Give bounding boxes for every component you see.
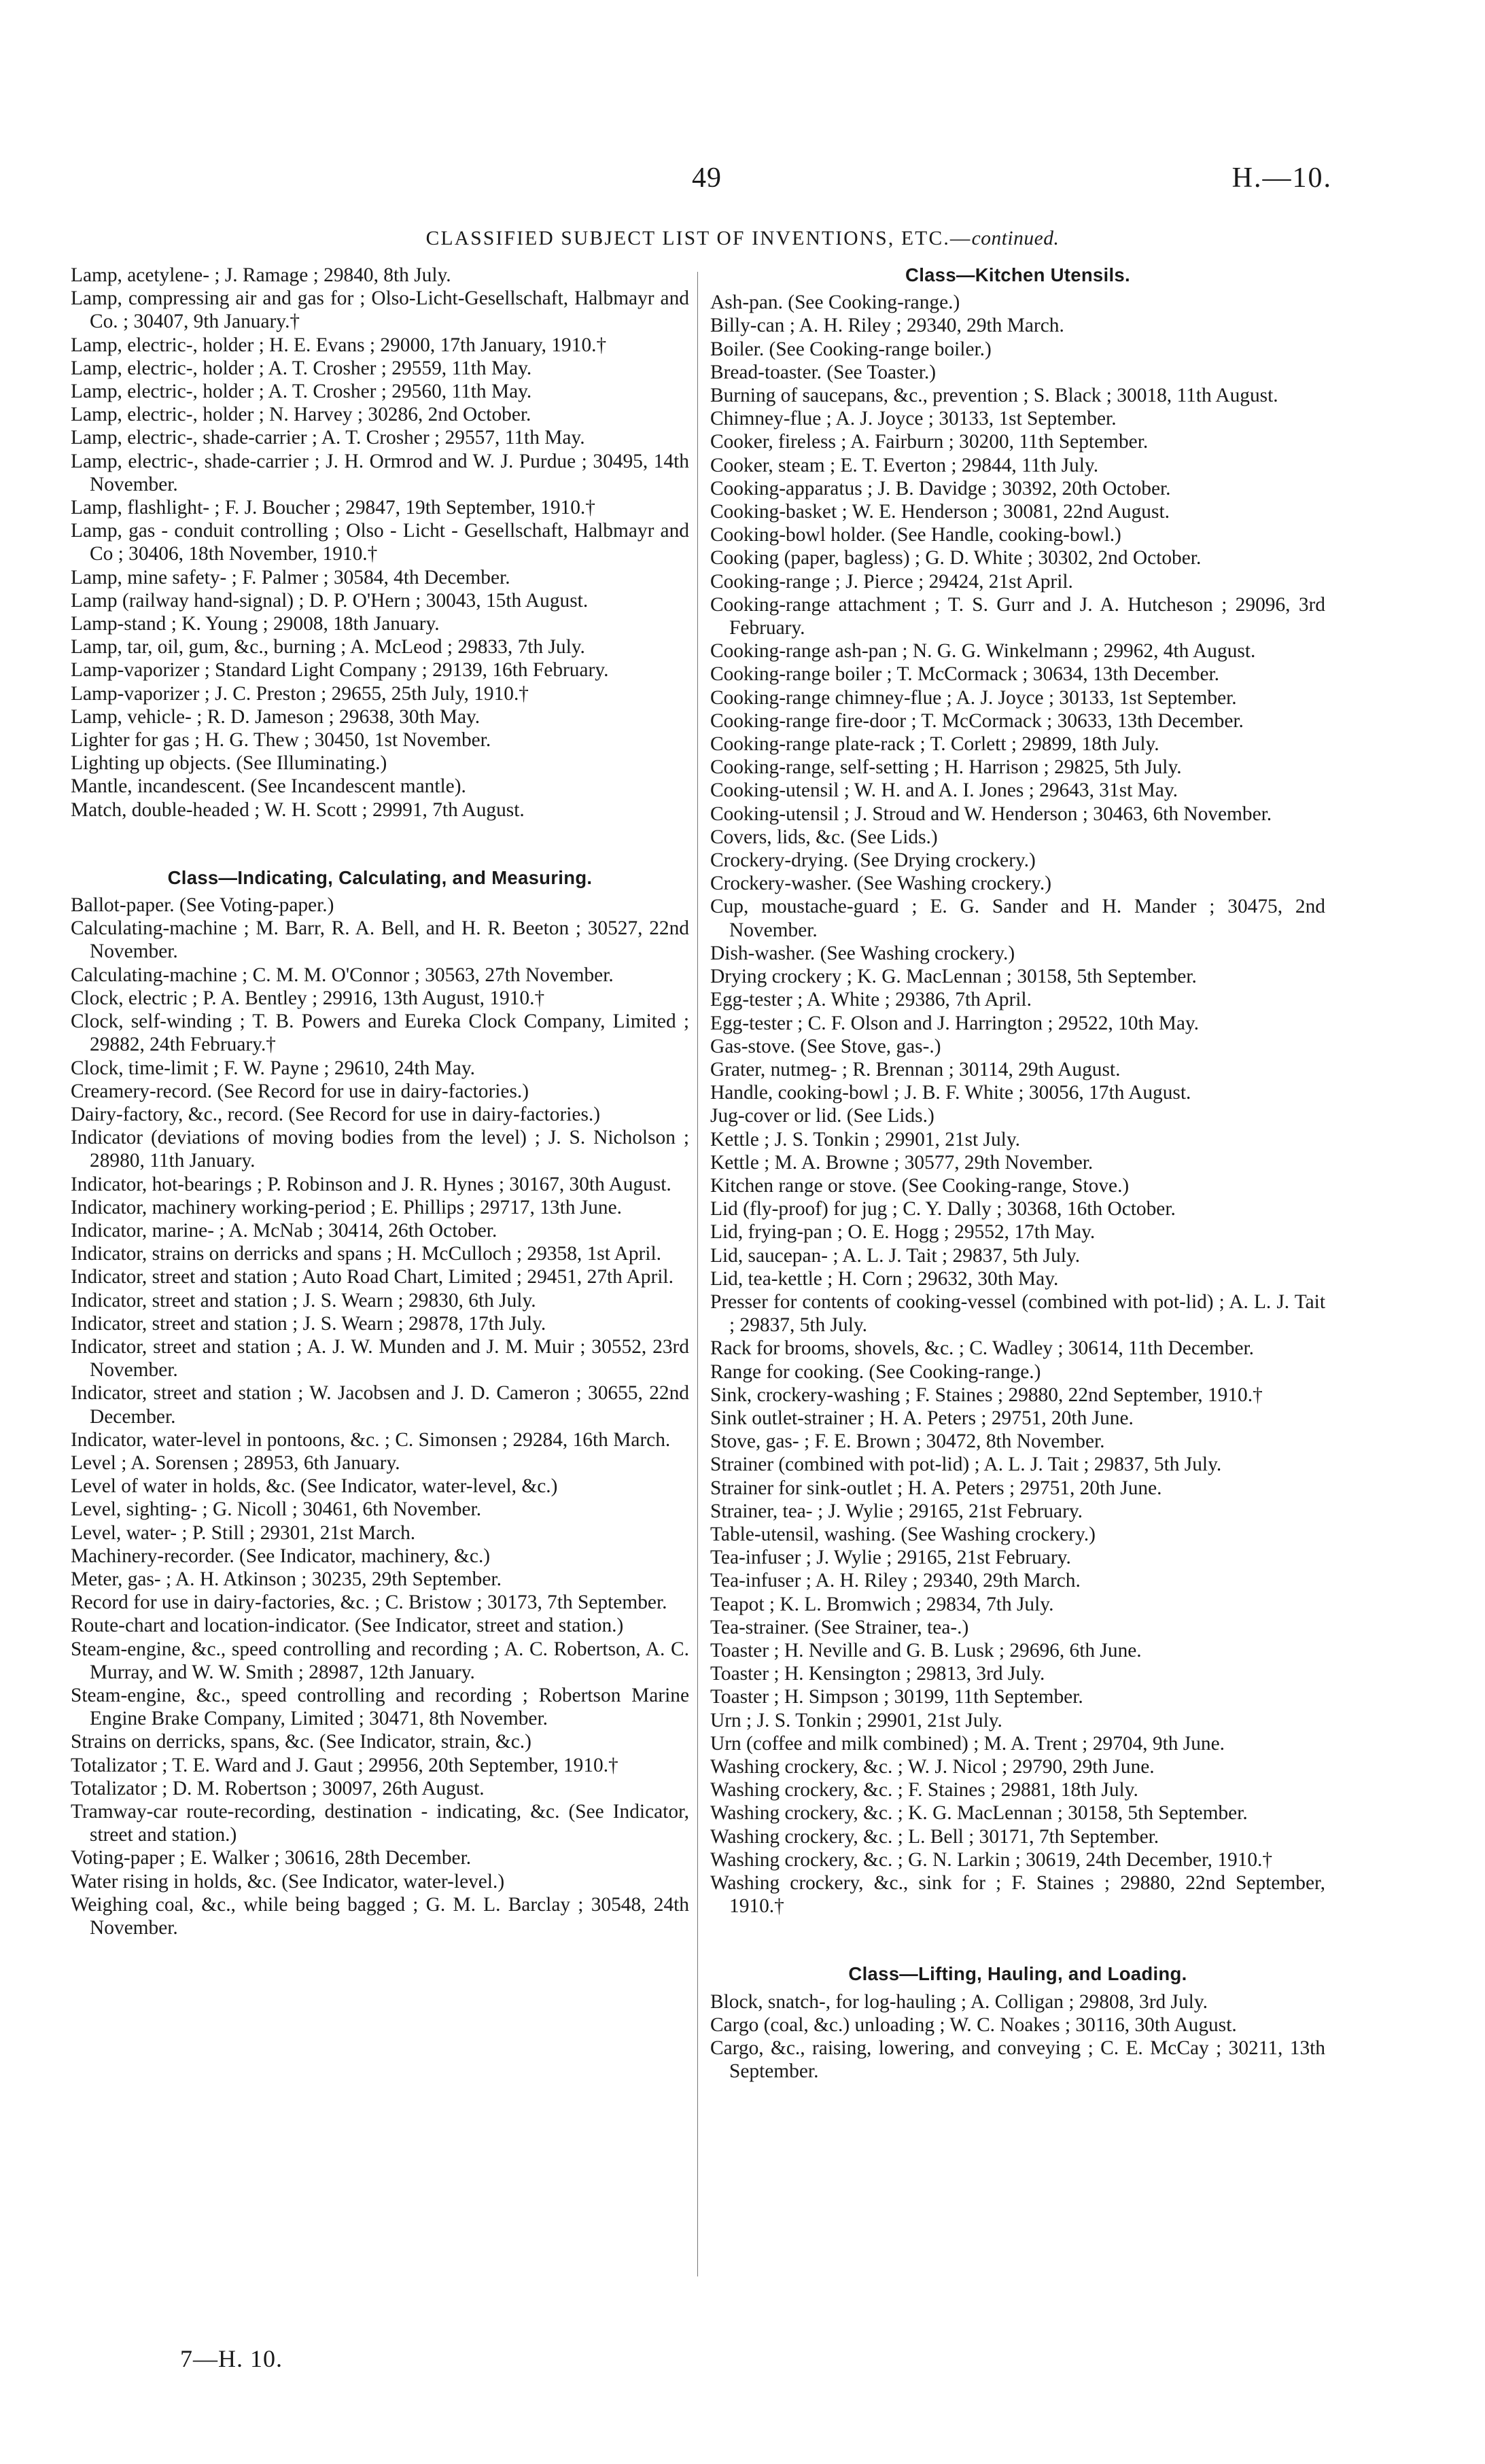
- section-heading-lifting: Class—Lifting, Hauling, and Loading.: [848, 1963, 1187, 1985]
- index-entry: Cup, moustache-guard ; E. G. Sander and H. Mander ; 30475, 2nd November.: [710, 896, 1325, 941]
- index-entry: Tramway-car route-recording, destination - indicating, &c. (See Indicator, street and station.): [71, 1801, 689, 1846]
- index-entry: Cooking-range ash-pan ; N. G. G. Winkelmann ; 29962, 4th August.: [710, 640, 1256, 663]
- index-entry: Clock, time-limit ; F. W. Payne ; 29610, 24th May.: [71, 1057, 475, 1079]
- index-entry: Cooking-basket ; W. E. Henderson ; 30081, 22nd August.: [710, 501, 1170, 523]
- index-entry: Lamp, electric-, holder ; N. Harvey ; 30286, 2nd October.: [71, 404, 531, 426]
- index-entry: Washing crockery, &c. ; G. N. Larkin ; 30619, 24th December, 1910.†: [710, 1848, 1273, 1871]
- index-entry: Lighter for gas ; H. G. Thew ; 30450, 1st November.: [71, 729, 491, 752]
- index-entry: Grater, nutmeg- ; R. Brennan ; 30114, 29th August.: [710, 1058, 1121, 1080]
- index-entry: Washing crockery, &c. ; F. Staines ; 29881, 18th July.: [710, 1779, 1138, 1801]
- index-entry: Ballot-paper. (See Voting-paper.): [71, 894, 334, 917]
- indicating-entry-list: [71, 894, 689, 1939]
- index-entry: Lamp, electric-, shade-carrier ; J. H. Ormrod and W. J. Purdue ; 30495, 14th November.: [71, 450, 689, 495]
- index-entry: Kettle ; M. A. Browne ; 30577, 29th November.: [710, 1151, 1094, 1174]
- index-entry: Presser for contents of cooking-vessel (combined with pot-lid) ; A. L. J. Tait ; 29837, 5th July.: [710, 1290, 1325, 1337]
- index-entry: Lighting up objects. (See Illuminating.): [71, 752, 387, 775]
- paper-reference: H.—10.: [1231, 162, 1332, 194]
- index-entry: Cooking-range fire-door ; T. McCormack ; 30633, 13th December.: [710, 709, 1244, 732]
- index-entry: Level ; A. Sorensen ; 28953, 6th January.: [71, 1451, 400, 1474]
- index-entry: Record for use in dairy-factories, &c. ; C. Bristow ; 30173, 7th September.: [71, 1591, 667, 1614]
- index-entry: Lamp, compressing air and gas for ; Olso-Licht-Gesellschaft, Halbmayr and Co. ; 30407, 9th January.†: [71, 287, 689, 333]
- section-heading-kitchen: Class—Kitchen Utensils.: [905, 264, 1130, 285]
- index-entry: Ash-pan. (See Cooking-range.): [710, 292, 960, 314]
- index-entry: Urn (coffee and milk combined) ; M. A. Trent ; 29704, 9th June.: [710, 1732, 1225, 1755]
- index-entry: Washing crockery, &c. ; L. Bell ; 30171, 7th September.: [710, 1825, 1159, 1848]
- running-title-text: CLASSIFIED SUBJECT LIST OF INVENTIONS, ETC.—: [425, 228, 972, 249]
- kitchen-entry-list: [710, 291, 1325, 1918]
- index-entry: Strainer (combined with pot-lid) ; A. L. J. Tait ; 29837, 5th July.: [710, 1454, 1222, 1476]
- index-entry: Egg-tester ; C. F. Olson and J. Harrington ; 29522, 10th May.: [710, 1012, 1200, 1034]
- index-entry: Dish-washer. (See Washing crockery.): [710, 942, 1015, 964]
- index-entry: Toaster ; H. Neville and G. B. Lusk ; 29696, 6th June.: [710, 1639, 1142, 1661]
- index-entry: Kettle ; J. S. Tonkin ; 29901, 21st July.: [710, 1128, 1020, 1150]
- index-entry: Toaster ; H. Simpson ; 30199, 11th September.: [710, 1686, 1083, 1708]
- index-entry: Tea-strainer. (See Strainer, tea-.): [710, 1616, 969, 1638]
- index-entry: Lamp, mine safety- ; F. Palmer ; 30584, 4th December.: [71, 566, 510, 588]
- index-entry: Voting-paper ; E. Walker ; 30616, 28th December.: [71, 1847, 472, 1869]
- right-column: [710, 264, 1325, 2083]
- index-entry: Cooking-range ; J. Pierce ; 29424, 21st April.: [710, 570, 1073, 593]
- index-entry: Jug-cover or lid. (See Lids.): [710, 1105, 934, 1127]
- index-entry: Sink, crockery-washing ; F. Staines ; 29880, 22nd September, 1910.†: [710, 1384, 1263, 1406]
- index-entry: Range for cooking. (See Cooking-range.): [710, 1360, 1041, 1383]
- index-entry: Indicator, hot-bearings ; P. Robinson and J. R. Hynes ; 30167, 30th August.: [71, 1173, 671, 1195]
- index-entry: Cooking-range boiler ; T. McCormack ; 30634, 13th December.: [710, 663, 1220, 686]
- index-entry: Cooking-utensil ; W. H. and A. I. Jones ; 29643, 31st May.: [710, 779, 1178, 802]
- index-entry: Cooker, fireless ; A. Fairburn ; 30200, 11th September.: [710, 431, 1149, 453]
- index-entry: Lamp, acetylene- ; J. Ramage ; 29840, 8th July.: [71, 264, 451, 286]
- index-entry: Egg-tester ; A. White ; 29386, 7th April.: [710, 989, 1032, 1011]
- index-entry: Lamp, electric-, holder ; H. E. Evans ; 29000, 17th January, 1910.†: [71, 334, 607, 356]
- index-entry: Steam-engine, &c., speed controlling and recording ; A. C. Robertson, A. C. Murray, and W. W. Smith ; 28987, 12th January.: [71, 1638, 689, 1683]
- index-entry: Tea-infuser ; J. Wylie ; 29165, 21st February.: [710, 1547, 1071, 1569]
- index-entry: Cargo, &c., raising, lowering, and conveying ; C. E. McCay ; 30211, 13th September.: [710, 2037, 1325, 2083]
- index-entry: Kitchen range or stove. (See Cooking-range, Stove.): [710, 1174, 1130, 1197]
- lamp-entry-list: [71, 264, 689, 822]
- index-entry: Lid (fly-proof) for jug ; C. Y. Dally ; 30368, 16th October.: [710, 1198, 1176, 1220]
- index-entry: Strainer, tea- ; J. Wylie ; 29165, 21st February.: [710, 1500, 1083, 1522]
- index-entry: Level of water in holds, &c. (See Indicator, water-level, &c.): [71, 1475, 558, 1498]
- index-entry: Washing crockery, &c. ; K. G. MacLennan ; 30158, 5th September.: [710, 1802, 1248, 1825]
- index-entry: Cooking-range chimney-flue ; A. J. Joyce ; 30133, 1st September.: [710, 686, 1237, 709]
- index-entry: Lid, frying-pan ; O. E. Hogg ; 29552, 17th May.: [710, 1221, 1096, 1244]
- index-entry: Lamp-stand ; K. Young ; 29008, 18th January.: [71, 613, 440, 635]
- index-entry: Indicator, street and station ; W. Jacobsen and J. D. Cameron ; 30655, 22nd December.: [71, 1382, 689, 1428]
- index-entry: Strains on derricks, spans, &c. (See Indicator, strain, &c.): [71, 1731, 531, 1753]
- index-entry: Toaster ; H. Kensington ; 29813, 3rd July.: [710, 1663, 1045, 1685]
- column-divider: [697, 272, 698, 2276]
- index-entry: Rack for brooms, shovels, &c. ; C. Wadley ; 30614, 11th December.: [710, 1337, 1255, 1360]
- index-entry: Lid, saucepan- ; A. L. J. Tait ; 29837, 5th July.: [710, 1244, 1081, 1267]
- lifting-entry-list: [710, 1990, 1325, 2083]
- index-entry: Teapot ; K. L. Bromwich ; 29834, 7th July.: [710, 1593, 1054, 1615]
- index-entry: Washing crockery, &c. ; W. J. Nicol ; 29790, 29th June.: [710, 1756, 1155, 1778]
- index-entry: Burning of saucepans, &c., prevention ; S. Black ; 30018, 11th August.: [710, 385, 1278, 407]
- index-entry: Cooking (paper, bagless) ; G. D. White ; 30302, 2nd October.: [710, 547, 1202, 569]
- index-entry: Steam-engine, &c., speed controlling and recording ; Robertson Marine Engine Brake Company, Limited ; 30471, 8th November.: [71, 1684, 689, 1730]
- index-entry: Lid, tea-kettle ; H. Corn ; 29632, 30th May.: [710, 1267, 1059, 1290]
- index-entry: Crockery-washer. (See Washing crockery.): [710, 873, 1051, 895]
- index-entry: Clock, electric ; P. A. Bentley ; 29916, 13th August, 1910.†: [71, 987, 545, 1009]
- running-title-suffix: continued.: [971, 228, 1060, 249]
- index-entry: Lamp, vehicle- ; R. D. Jameson ; 29638, 30th May.: [71, 705, 481, 728]
- index-entry: Cargo (coal, &c.) unloading ; W. C. Noakes ; 30116, 30th August.: [710, 2013, 1237, 2036]
- index-entry: Lamp (railway hand-signal) ; D. P. O'Hern ; 30043, 15th August.: [71, 589, 589, 612]
- index-entry: Cooking-apparatus ; J. B. Davidge ; 30392, 20th October.: [710, 477, 1171, 499]
- index-entry: Lamp, gas - conduit controlling ; Olso - Licht - Gesellschaft, Halbmayr and Co ; 30406, 18th November, 1910.†: [71, 520, 689, 565]
- index-entry: Cooker, steam ; E. T. Everton ; 29844, 11th July.: [710, 454, 1099, 476]
- index-entry: Calculating-machine ; C. M. M. O'Connor ; 30563, 27th November.: [71, 964, 614, 986]
- index-entry: Chimney-flue ; A. J. Joyce ; 30133, 1st September.: [710, 408, 1117, 430]
- index-entry: Lamp-vaporizer ; J. C. Preston ; 29655, 25th July, 1910.†: [71, 682, 529, 705]
- index-entry: Lamp, electric-, holder ; A. T. Crosher ; 29560, 11th May.: [71, 381, 532, 403]
- index-entry: Indicator, street and station ; Auto Road Chart, Limited ; 29451, 27th April.: [71, 1266, 674, 1288]
- index-entry: Indicator, marine- ; A. McNab ; 30414, 26th October.: [71, 1219, 497, 1242]
- index-entry: Clock, self-winding ; T. B. Powers and Eureka Clock Company, Limited ; 29882, 24th February.†: [71, 1010, 689, 1056]
- index-entry: Billy-can ; A. H. Riley ; 29340, 29th March.: [710, 315, 1064, 337]
- index-entry: Weighing coal, &c., while being bagged ; G. M. L. Barclay ; 30548, 24th November.: [71, 1893, 689, 1939]
- signature-mark: 7—H. 10.: [180, 2345, 283, 2372]
- index-entry: Level, sighting- ; G. Nicoll ; 30461, 6th November.: [71, 1498, 482, 1521]
- index-entry: Indicator (deviations of moving bodies from the level) ; J. S. Nicholson ; 28980, 11th January.: [71, 1127, 689, 1172]
- index-entry: Mantle, incandescent. (See Incandescent mantle).: [71, 775, 466, 798]
- index-entry: Sink outlet-strainer ; H. A. Peters ; 29751, 20th June.: [710, 1407, 1134, 1429]
- index-entry: Totalizator ; T. E. Ward and J. Gaut ; 29956, 20th September, 1910.†: [71, 1754, 618, 1776]
- index-entry: Block, snatch-, for log-hauling ; A. Colligan ; 29808, 3rd July.: [710, 1990, 1208, 2013]
- index-entry: Calculating-machine ; M. Barr, R. A. Bell, and H. R. Beeton ; 30527, 22nd November.: [71, 917, 689, 963]
- index-entry: Stove, gas- ; F. E. Brown ; 30472, 8th November.: [710, 1430, 1105, 1453]
- index-entry: Indicator, street and station ; A. J. W. Munden and J. M. Muir ; 30552, 23rd November.: [71, 1335, 689, 1381]
- index-entry: Lamp, flashlight- ; F. J. Boucher ; 29847, 19th September, 1910.†: [71, 497, 595, 519]
- index-entry: Indicator, machinery working-period ; E. Phillips ; 29717, 13th June.: [71, 1196, 623, 1218]
- index-entry: Meter, gas- ; A. H. Atkinson ; 30235, 29th September.: [71, 1568, 502, 1590]
- index-entry: Handle, cooking-bowl ; J. B. F. White ; 30056, 17th August.: [710, 1082, 1191, 1104]
- index-entry: Cooking-utensil ; J. Stroud and W. Henderson ; 30463, 6th November.: [710, 803, 1272, 825]
- page-number: 49: [692, 162, 722, 194]
- index-entry: Lamp-vaporizer ; Standard Light Company ; 29139, 16th February.: [71, 659, 609, 682]
- index-entry: Table-utensil, washing. (See Washing crockery.): [710, 1523, 1096, 1545]
- index-entry: Water rising in holds, &c. (See Indicator, water-level.): [71, 1870, 505, 1893]
- index-entry: Bread-toaster. (See Toaster.): [710, 361, 937, 383]
- index-entry: Indicator, strains on derricks and spans ; H. McCulloch ; 29358, 1st April.: [71, 1243, 661, 1265]
- running-title: [0, 228, 1485, 250]
- index-entry: Crockery-drying. (See Drying crockery.): [710, 849, 1036, 872]
- index-entry: Cooking-range, self-setting ; H. Harrison ; 29825, 5th July.: [710, 756, 1182, 779]
- index-entry: Cooking-bowl holder. (See Handle, cooking-bowl.): [710, 524, 1121, 546]
- index-entry: Creamery-record. (See Record for use in dairy-factories.): [71, 1080, 529, 1102]
- index-entry: Match, double-headed ; W. H. Scott ; 29991, 7th August.: [71, 798, 525, 821]
- index-entry: Indicator, water-level in pontoons, &c. ; C. Simonsen ; 29284, 16th March.: [71, 1428, 671, 1451]
- index-entry: Cooking-range attachment ; T. S. Gurr and J. A. Hutcheson ; 29096, 3rd February.: [710, 593, 1325, 639]
- index-entry: Drying crockery ; K. G. MacLennan ; 30158, 5th September.: [710, 966, 1197, 988]
- index-entry: Machinery-recorder. (See Indicator, machinery, &c.): [71, 1545, 491, 1567]
- index-entry: Tea-infuser ; A. H. Riley ; 29340, 29th March.: [710, 1570, 1081, 1592]
- index-entry: Covers, lids, &c. (See Lids.): [710, 826, 938, 848]
- index-entry: Indicator, street and station ; J. S. Wearn ; 29830, 6th July.: [71, 1289, 536, 1312]
- left-column: [71, 264, 689, 1939]
- index-entry: Gas-stove. (See Stove, gas-.): [710, 1035, 941, 1057]
- section-heading-indicating: Class—Indicating, Calculating, and Measuring.: [167, 866, 593, 888]
- index-entry: Lamp, electric-, shade-carrier ; A. T. Crosher ; 29557, 11th May.: [71, 427, 585, 449]
- index-entry: Route-chart and location-indicator. (See Indicator, street and station.): [71, 1615, 624, 1637]
- index-entry: Level, water- ; P. Still ; 29301, 21st March.: [71, 1521, 416, 1544]
- index-entry: Totalizator ; D. M. Robertson ; 30097, 26th August.: [71, 1777, 485, 1799]
- index-entry: Dairy-factory, &c., record. (See Record for use in dairy-factories.): [71, 1103, 601, 1125]
- index-entry: Washing crockery, &c., sink for ; F. Staines ; 29880, 22nd September, 1910.†: [710, 1872, 1325, 1918]
- index-entry: Strainer for sink-outlet ; H. A. Peters ; 29751, 20th June.: [710, 1477, 1162, 1499]
- index-entry: Cooking-range plate-rack ; T. Corlett ; 29899, 18th July.: [710, 733, 1159, 756]
- index-entry: Lamp, electric-, holder ; A. T. Crosher ; 29559, 11th May.: [71, 357, 532, 379]
- index-entry: Urn ; J. S. Tonkin ; 29901, 21st July.: [710, 1709, 1002, 1731]
- index-entry: Indicator, street and station ; J. S. Wearn ; 29878, 17th July.: [71, 1312, 546, 1335]
- index-entry: Lamp, tar, oil, gum, &c., burning ; A. McLeod ; 29833, 7th July.: [71, 636, 585, 658]
- index-entry: Boiler. (See Cooking-range boiler.): [710, 338, 992, 360]
